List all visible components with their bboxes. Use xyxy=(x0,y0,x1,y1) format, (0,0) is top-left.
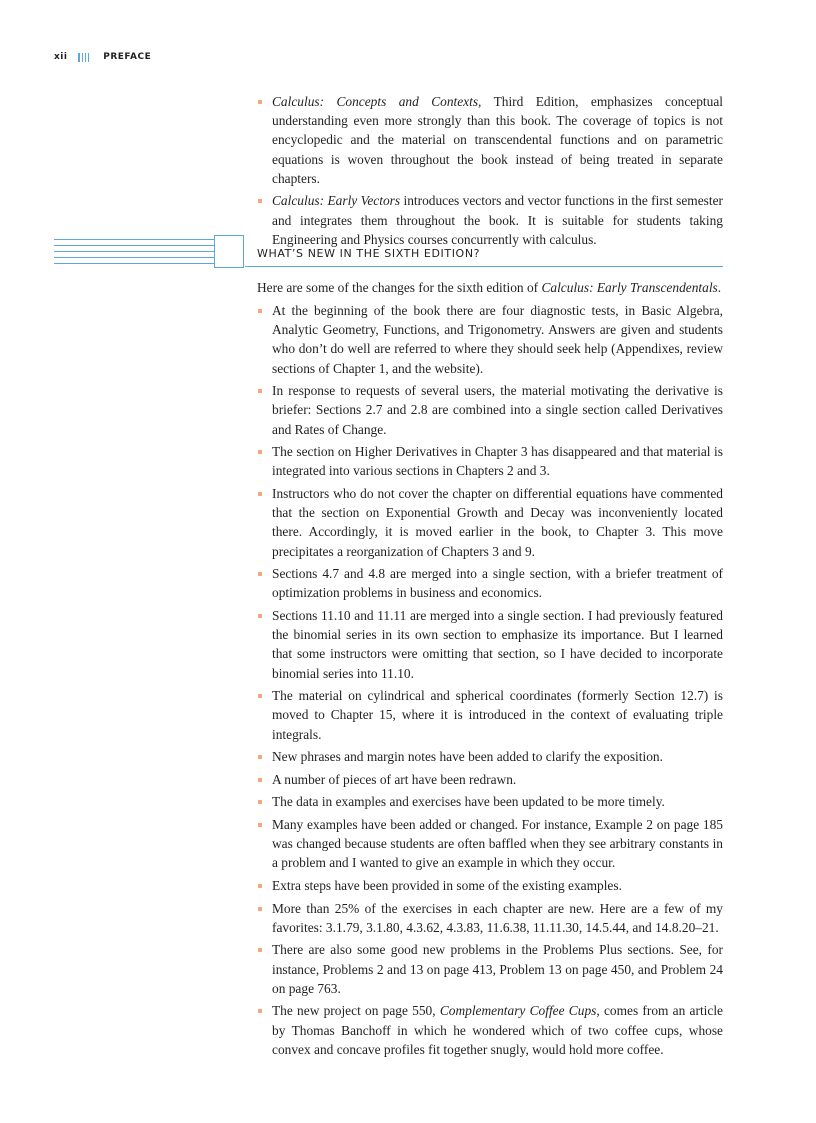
list-item-text: The new project on page 550, xyxy=(272,1003,440,1019)
list-item-text: introduces vectors and vector functions in the first semester and integrates them throughout the book. It is suitable for students taking Engineering and Physics courses concurrently with calculus. xyxy=(272,193,723,247)
other-editions-list xyxy=(257,92,723,252)
list-item: More than 25% of the exercises in each chapter are new. Here are a few of my favorites: 3.1.79, 3.1.80, 4.3.62, 4.3.83, 11.6.38, 11.11.30, 14.5.44, and 14.8.20–21. xyxy=(257,899,723,937)
list-item: A number of pieces of art have been redrawn. xyxy=(257,770,723,789)
list-item: Sections 4.7 and 4.8 are merged into a single section, with a briefer treatment of optimization problems in business and economics. xyxy=(257,564,723,602)
project-title: Complementary Coffee Cups xyxy=(439,1003,597,1019)
list-item-text: Third Edition, emphasizes conceptual understanding even more strongly than this book. The coverage of topics is not encyclopedic and the material on transcendental functions and on parametric equations is woven throughout the book instead of being treated in separate chapters. xyxy=(272,94,724,186)
list-item: Sections 11.10 and 11.11 are merged into a single section. I had previously featured the binomial series in its own section to emphasize its importance. But I learned that some instructors were omitting that section, so I have decided to incorporate binomial series into 11.10. xyxy=(257,606,723,683)
section-intro xyxy=(257,278,727,297)
list-item xyxy=(257,1001,723,1059)
book-title: Calculus: Early Vectors xyxy=(272,193,401,209)
book-title: Calculus: Early Transcendentals xyxy=(541,280,718,295)
list-item: The material on cylindrical and spherical coordinates (formerly Section 12.7) is moved to Chapter 15, where it is introduced in the context of evaluating triple integrals. xyxy=(257,686,723,744)
heading-rule xyxy=(245,266,723,267)
page-number: xii xyxy=(54,52,68,62)
list-item: New phrases and margin notes have been added to clarify the exposition. xyxy=(257,747,723,766)
list-item: The data in examples and exercises have been updated to be more timely. xyxy=(257,792,723,811)
header-bars-ornament xyxy=(78,53,89,62)
changes-list xyxy=(257,301,723,1062)
list-item: In response to requests of several users, the material motivating the derivative is briefer: Sections 2.7 and 2.8 are combined into a single section called Derivatives and Rates of Change. xyxy=(257,381,723,439)
list-item: Many examples have been added or changed. For instance, Example 2 on page 185 was changed because students are often baffled when they see arbitrary constants in a problem and I wanted to give an example in which they occur. xyxy=(257,815,723,873)
running-head-title: PREFACE xyxy=(103,52,152,62)
list-item: Extra steps have been provided in some of the existing examples. xyxy=(257,876,723,895)
list-item: The section on Higher Derivatives in Chapter 3 has disappeared and that material is integrated into various sections in Chapters 2 and 3. xyxy=(257,442,723,480)
list-item xyxy=(257,191,723,249)
list-item-text: , comes from an article by Thomas Banchoff in which he wondered which of two coffee cups, whose convex and concave profiles fit together snugly, would hold more coffee. xyxy=(272,1003,723,1057)
list-item xyxy=(257,92,723,188)
section-heading: WHAT’S NEW IN THE SIXTH EDITION? xyxy=(257,247,481,260)
running-header xyxy=(54,52,151,62)
list-item: At the beginning of the book there are four diagnostic tests, in Basic Algebra, Analytic Geometry, Functions, and Trigonometry. Answers are given and students who don’t do well are referred to where they should seek help (Appendixes, review sections of Chapter 1, and the website). xyxy=(257,301,723,378)
list-item: There are also some good new problems in the Problems Plus sections. See, for instance, Problems 2 and 13 on page 413, Problem 13 on page 450, and Problem 24 on page 763. xyxy=(257,940,723,998)
list-item: Instructors who do not cover the chapter on differential equations have commented that the section on Exponential Growth and Decay was inconveniently located there. Accordingly, it is moved earlier in the book, to Chapter 3. This move precipitates a reorganization of Chapters 3 and 9. xyxy=(257,484,723,561)
book-title: Calculus: Concepts and Contexts, xyxy=(272,94,482,109)
intro-text: Here are some of the changes for the sixth edition of xyxy=(257,280,542,295)
intro-period: . xyxy=(717,280,722,295)
